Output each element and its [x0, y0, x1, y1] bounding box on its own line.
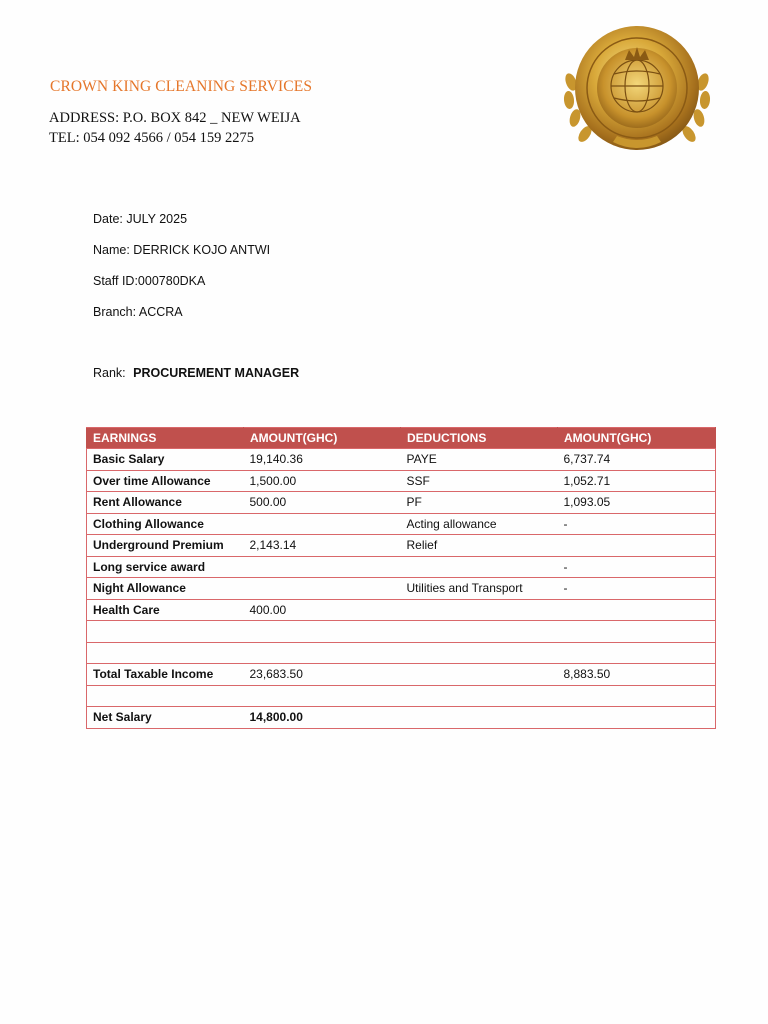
payslip-table — [86, 427, 716, 729]
deduction-amount — [558, 535, 716, 557]
earning-label — [87, 621, 244, 643]
rank — [93, 366, 299, 380]
total-taxable-income-row — [87, 664, 716, 686]
header-deductions: DEDUCTIONS — [401, 428, 558, 449]
deduction-label: PAYE — [401, 449, 558, 471]
header-earnings-amount: AMOUNT(GHC) — [244, 428, 401, 449]
rank-label: Rank: — [93, 366, 126, 380]
table-row — [87, 685, 716, 707]
earning-amount: 2,143.14 — [244, 535, 401, 557]
payslip-date: Date: JULY 2025 — [93, 212, 188, 226]
earning-amount — [244, 513, 401, 535]
earning-label — [87, 642, 244, 664]
earning-label: Rent Allowance — [87, 492, 244, 514]
earning-label: Health Care — [87, 599, 244, 621]
branch: Branch: ACCRA — [93, 305, 183, 319]
deduction-amount — [558, 685, 716, 707]
deduction-amount — [558, 599, 716, 621]
earning-amount — [244, 578, 401, 600]
net-salary-row — [87, 707, 716, 729]
table-row — [87, 492, 716, 514]
earning-amount: 400.00 — [244, 599, 401, 621]
company-name: CROWN KING CLEANING SERVICES — [50, 78, 313, 95]
table-row — [87, 470, 716, 492]
net-salary-amount: 14,800.00 — [244, 707, 401, 729]
earning-label: Underground Premium — [87, 535, 244, 557]
earning-amount: 1,500.00 — [244, 470, 401, 492]
net-salary-label: Net Salary — [87, 707, 244, 729]
total-label: Total Taxable Income — [87, 664, 244, 686]
deduction-amount: 6,737.74 — [558, 449, 716, 471]
earning-amount — [244, 642, 401, 664]
table-row — [87, 449, 716, 471]
table-header-row — [87, 428, 716, 449]
deduction-label: Acting allowance — [401, 513, 558, 535]
table-row — [87, 513, 716, 535]
deduction-label: PF — [401, 492, 558, 514]
deduction-label: Relief — [401, 535, 558, 557]
earning-label — [87, 685, 244, 707]
header-earnings: EARNINGS — [87, 428, 244, 449]
deduction-amount: - — [558, 513, 716, 535]
deduction-amount — [558, 642, 716, 664]
deduction-amount: 1,093.05 — [558, 492, 716, 514]
company-address: ADDRESS: P.O. BOX 842 _ NEW WEIJA — [49, 110, 301, 126]
earning-amount: 19,140.36 — [244, 449, 401, 471]
deduction-label: Utilities and Transport — [401, 578, 558, 600]
earning-label: Night Allowance — [87, 578, 244, 600]
deduction-label: SSF — [401, 470, 558, 492]
deduction-amount: - — [558, 556, 716, 578]
total-earnings-amount: 23,683.50 — [244, 664, 401, 686]
staff-id: Staff ID:000780DKA — [93, 274, 206, 288]
total-deductions-amount: 8,883.50 — [558, 664, 716, 686]
deduction-amount — [558, 707, 716, 729]
rank-value: PROCUREMENT MANAGER — [133, 366, 300, 380]
deduction-amount: 1,052.71 — [558, 470, 716, 492]
deduction-label — [401, 707, 558, 729]
deduction-label — [401, 685, 558, 707]
earning-amount: 500.00 — [244, 492, 401, 514]
deduction-label — [401, 664, 558, 686]
company-telephone: TEL: 054 092 4566 / 054 159 2275 — [49, 130, 255, 146]
earning-label: Long service award — [87, 556, 244, 578]
deduction-amount: - — [558, 578, 716, 600]
table-row — [87, 535, 716, 557]
deduction-amount — [558, 621, 716, 643]
employee-name: Name: DERRICK KOJO ANTWI — [93, 243, 271, 257]
table-row — [87, 642, 716, 664]
earning-label: Over time Allowance — [87, 470, 244, 492]
table-row — [87, 556, 716, 578]
deduction-label — [401, 599, 558, 621]
table-row — [87, 621, 716, 643]
deduction-label — [401, 556, 558, 578]
earning-amount — [244, 685, 401, 707]
deduction-label — [401, 621, 558, 643]
header-deductions-amount: AMOUNT(GHC) — [558, 428, 716, 449]
earning-label: Basic Salary — [87, 449, 244, 471]
table-row — [87, 599, 716, 621]
table-row — [87, 578, 716, 600]
deduction-label — [401, 642, 558, 664]
earning-label: Clothing Allowance — [87, 513, 244, 535]
earning-amount — [244, 621, 401, 643]
company-seal-logo — [557, 22, 717, 156]
earning-amount — [244, 556, 401, 578]
